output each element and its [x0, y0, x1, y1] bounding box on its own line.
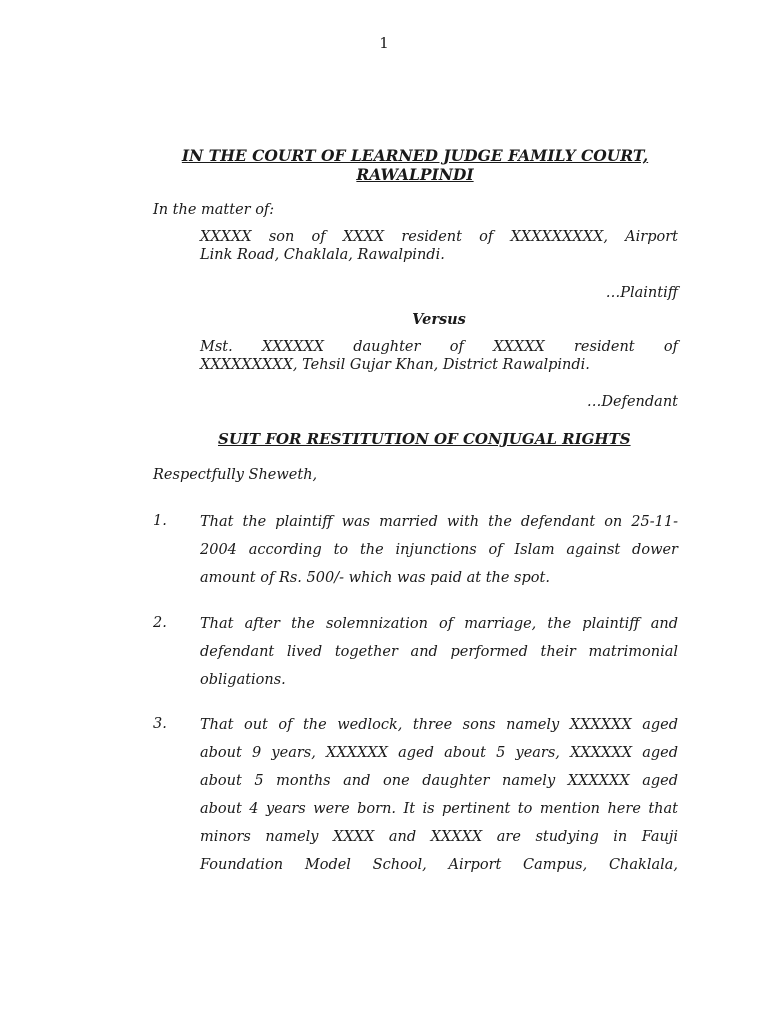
paragraph-2: [153, 615, 678, 694]
suit-title: SUIT FOR RESTITUTION OF CONJUGAL RIGHTS: [218, 430, 631, 448]
paragraph-text: [200, 508, 678, 592]
paragraph-number: 2.: [153, 615, 167, 631]
paragraph-line: That after the solemnization of marriage, the plaintiff and: [200, 616, 678, 632]
paragraph-line: about 9 years, XXXXXX aged about 5 years, XXXXXX aged: [200, 745, 678, 761]
plaintiff-details: [200, 228, 678, 264]
paragraph-line: 2004 according to the injunctions of Islam against dower: [200, 542, 678, 558]
court-heading-line-2: RAWALPINDI: [356, 165, 474, 184]
defendant-details-line-1: Mst. XXXXXX daughter of XXXXX resident of: [200, 339, 678, 355]
paragraph-line: Foundation Model School, Airport Campus, Chaklala,: [200, 857, 678, 873]
page-number: 1: [379, 34, 389, 52]
matter-intro: In the matter of:: [153, 202, 275, 218]
paragraph-line: That out of the wedlock, three sons namely XXXXXX aged: [200, 717, 678, 733]
salutation: Respectfully Sheweth,: [153, 467, 318, 483]
plaintiff-details-line-1: XXXXX son of XXXX resident of XXXXXXXXX, Airport: [200, 229, 678, 245]
paragraph-number: 1.: [153, 513, 167, 529]
court-heading-line-1: IN THE COURT OF LEARNED JUDGE FAMILY COURT,: [181, 146, 649, 165]
plaintiff-details-line-2: Link Road, Chaklala, Rawalpindi.: [200, 247, 445, 263]
plaintiff-label: …Plaintiff: [605, 285, 678, 301]
defendant-details-line-2: XXXXXXXXX, Tehsil Gujar Khan, District Rawalpindi.: [200, 357, 590, 373]
paragraph-line: obligations.: [200, 672, 286, 688]
paragraph-number: 3.: [153, 716, 167, 732]
paragraph-line: minors namely XXXX and XXXXX are studying in Fauji: [200, 829, 678, 845]
court-heading: [150, 146, 680, 184]
paragraph-3: [153, 716, 678, 879]
paragraph-line: That the plaintiff was married with the defendant on 25-11-: [200, 514, 678, 530]
paragraph-1: [153, 513, 678, 592]
defendant-details: [200, 338, 678, 374]
paragraph-line: amount of Rs. 500/- which was paid at the spot.: [200, 570, 550, 586]
paragraph-line: about 5 months and one daughter namely XXXXXX aged: [200, 773, 678, 789]
versus-label: Versus: [412, 311, 466, 328]
paragraph-line: about 4 years were born. It is pertinent to mention here that: [200, 801, 678, 817]
paragraph-text: [200, 711, 678, 879]
paragraph-text: [200, 610, 678, 694]
defendant-label: …Defendant: [586, 394, 678, 410]
paragraph-line: defendant lived together and performed their matrimonial: [200, 644, 678, 660]
